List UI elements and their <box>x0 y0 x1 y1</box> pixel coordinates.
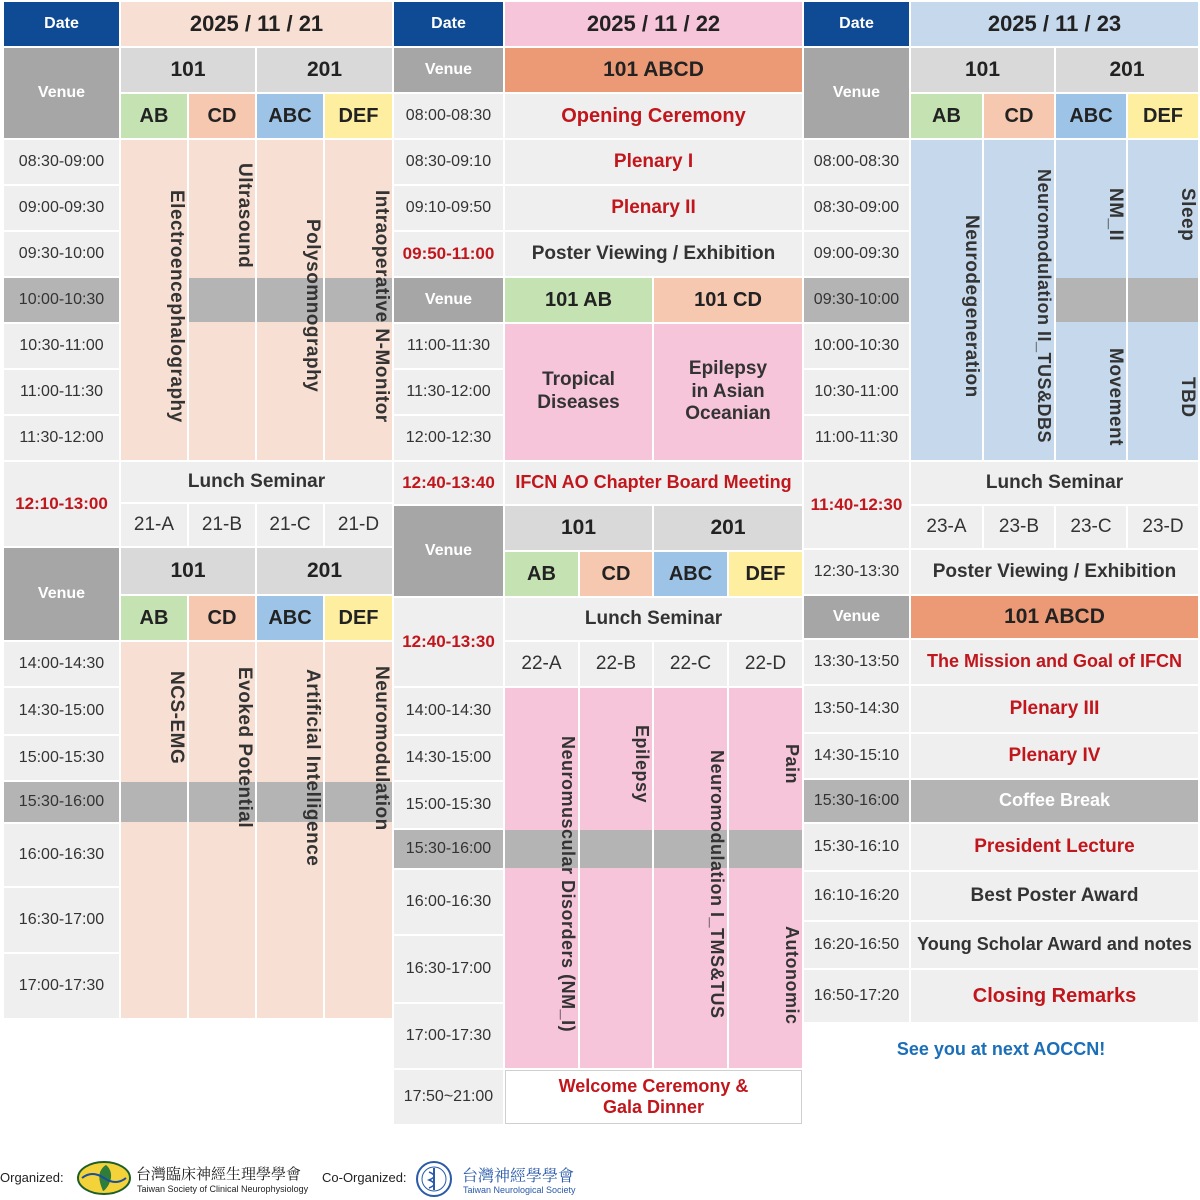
day3-time-pm: 16:10-16:20 <box>804 872 909 920</box>
day3-time-pm: 13:50-14:30 <box>804 686 909 732</box>
day3-room-101: 101 <box>911 48 1054 92</box>
day2-session-autonomic: Autonomic <box>782 925 802 1025</box>
day3-date-label: Date <box>804 2 909 46</box>
day1-session-ai: Artificial Intelligence <box>302 669 323 867</box>
day1-time: 11:30-12:00 <box>4 416 119 460</box>
day1-time: 11:00-11:30 <box>4 370 119 414</box>
day1-time: 10:30-11:00 <box>4 324 119 368</box>
day1-date-label: Date <box>4 2 119 46</box>
org2-en: Taiwan Neurological Society <box>463 1185 576 1195</box>
day3-lunch-seminar: Lunch Seminar <box>911 462 1198 504</box>
day3-venue-label-pm: Venue <box>804 596 909 638</box>
day3-time-pm: 16:20-16:50 <box>804 922 909 968</box>
day1-room-101: 101 <box>121 48 255 92</box>
day3-time: 09:00-09:30 <box>804 232 909 276</box>
tscn-logo-icon <box>76 1160 132 1196</box>
day1-session-ep: Evoked Potential <box>234 667 255 829</box>
day1-venue-label-pm: Venue <box>4 548 119 640</box>
see-you-message: See you at next AOCCN! <box>896 1039 1106 1060</box>
day3-plenary4: Plenary IV <box>911 734 1198 778</box>
day1-session-ncs: NCS-EMG <box>166 671 187 765</box>
day3-session-sleep: Sleep <box>1177 188 1198 242</box>
day3-session-nm2: NM_II <box>1105 188 1126 242</box>
day3-session-neuromod2: Neuromodulation II_TUS&DBS <box>1034 168 1054 443</box>
day1-sec-abc-pm: ABC <box>257 596 323 640</box>
day2-time-pm: 15:30-16:00 <box>394 830 503 868</box>
co-organized-label: Co-Organized: <box>322 1170 407 1185</box>
day2-sec-cd: CD <box>580 552 652 596</box>
day1-time: 10:00-10:30 <box>4 278 119 322</box>
day2-venue-label: Venue <box>394 48 503 92</box>
day3-lunch-time: 11:40-12:30 <box>804 462 909 548</box>
day1-lunch-room: 21-A <box>121 504 187 546</box>
day2-session-pain: Pain <box>782 743 802 784</box>
day2-opening: Opening Ceremony <box>505 94 802 138</box>
day1-session-ultrasound: Ultrasound <box>234 163 255 269</box>
org1-cn: 台灣臨床神經生理學學會 <box>136 1165 302 1183</box>
day2-room-201: 201 <box>654 506 802 550</box>
day1-date: 2025 / 11 / 21 <box>121 2 392 46</box>
day2-session-epilepsy: Epilepsy <box>632 724 652 804</box>
day2-session-neuromod1: Neuromodulation I_TMS&TUS <box>707 749 727 1019</box>
day2-lunch-time: 12:40-13:30 <box>394 598 503 686</box>
day2-tropical: Tropical Diseases <box>505 324 652 460</box>
day2-time-pm: 16:00-16:30 <box>394 870 503 934</box>
day2-time-pm: 16:30-17:00 <box>394 936 503 1002</box>
day1-time-pm: 15:30-16:00 <box>4 782 119 822</box>
day1-room-101-pm: 101 <box>121 548 255 594</box>
day1-session-neuromod: Neuromodulation <box>371 665 392 831</box>
day2-time: 08:00-08:30 <box>394 94 503 138</box>
day3-time-pm: 15:30-16:00 <box>804 780 909 822</box>
day2-time: 09:50-11:00 <box>394 232 503 276</box>
day3-sec-abc: ABC <box>1056 94 1126 138</box>
day3-session-tbd: TBD <box>1177 376 1198 418</box>
day2-time-pm: 17:50~21:00 <box>394 1070 503 1124</box>
day3-lunch-room: 23-C <box>1056 506 1126 548</box>
day3-time: 08:00-08:30 <box>804 140 909 184</box>
org2-cn: 台灣神經學學會 <box>462 1166 575 1185</box>
day2-lunch-room: 22-C <box>654 642 727 686</box>
day3-time-pm: 14:30-15:10 <box>804 734 909 778</box>
day1-time-pm: 14:00-14:30 <box>4 642 119 686</box>
day2-time-mid: 12:00-12:30 <box>394 416 503 460</box>
day1-session-ionm: Intraoperative N-Monitor <box>371 189 392 423</box>
day2-sec-ab: AB <box>505 552 578 596</box>
day1-time-pm: 16:00-16:30 <box>4 824 119 886</box>
day1-time: 09:30-10:00 <box>4 232 119 276</box>
day1-session-eeg: Electroencephalography <box>166 189 187 423</box>
day1-sec-def: DEF <box>325 94 392 138</box>
day3-coffee: Coffee Break <box>911 780 1198 822</box>
day1-sec-cd: CD <box>189 94 255 138</box>
day1-time-pm: 14:30-15:00 <box>4 688 119 734</box>
organized-label: Organized: <box>0 1170 64 1185</box>
day1-time-pm: 16:30-17:00 <box>4 888 119 952</box>
day1-sec-ab-pm: AB <box>121 596 187 640</box>
day2-board-time: 12:40-13:40 <box>394 462 503 504</box>
day2-lunch-room: 22-B <box>580 642 652 686</box>
day1-lunch-time: 12:10-13:00 <box>4 462 119 546</box>
day1-time-pm: 17:00-17:30 <box>4 954 119 1018</box>
day3-time: 10:30-11:00 <box>804 370 909 414</box>
day3-time: 09:30-10:00 <box>804 278 909 322</box>
day2-room-main: 101 ABCD <box>505 48 802 92</box>
day3-time: 10:00-10:30 <box>804 324 909 368</box>
day1-session-psg: Polysomnography <box>302 219 323 393</box>
day2-sec-def: DEF <box>729 552 802 596</box>
org1-en: Taiwan Society of Clinical Neurophysiology <box>137 1184 309 1194</box>
day2-sec-abc: ABC <box>654 552 727 596</box>
day1-lunch-room: 21-C <box>257 504 323 546</box>
day1-sec-abc: ABC <box>257 94 323 138</box>
day2-board: IFCN AO Chapter Board Meeting <box>505 462 802 504</box>
day2-room-101: 101 <box>505 506 652 550</box>
day1-time-pm: 15:00-15:30 <box>4 736 119 780</box>
day3-room-main: 101 ABCD <box>911 596 1198 638</box>
day3-mission: The Mission and Goal of IFCN <box>911 640 1198 684</box>
day3-lunch-room: 23-A <box>911 506 982 548</box>
day1-sec-cd-pm: CD <box>189 596 255 640</box>
day3-closing: Closing Remarks <box>911 970 1198 1022</box>
day2-room-ab: 101 AB <box>505 278 652 322</box>
day3-plenary3: Plenary III <box>911 686 1198 732</box>
day2-session-nm1: Neuromuscular Disorders (NM_I) <box>558 735 578 1033</box>
day1-time: 09:00-09:30 <box>4 186 119 230</box>
day1-sec-def-pm: DEF <box>325 596 392 640</box>
day2-time-pm: 14:00-14:30 <box>394 688 503 734</box>
day3-date: 2025 / 11 / 23 <box>911 2 1198 46</box>
day3-venue-label: Venue <box>804 48 909 138</box>
day3-poster-time: 12:30-13:30 <box>804 550 909 594</box>
day3-poster: Poster Viewing / Exhibition <box>911 550 1198 594</box>
day2-venue-label-pm: Venue <box>394 506 503 596</box>
day2-time: 09:10-09:50 <box>394 186 503 230</box>
day3-young-scholar: Young Scholar Award and notes <box>911 922 1198 968</box>
day2-date: 2025 / 11 / 22 <box>505 2 802 46</box>
day3-room-201: 201 <box>1056 48 1198 92</box>
day1-room-201-pm: 201 <box>257 548 392 594</box>
day2-poster: Poster Viewing / Exhibition <box>505 232 802 276</box>
day3-lunch-room: 23-B <box>984 506 1054 548</box>
day2-time-mid: 11:30-12:00 <box>394 370 503 414</box>
day3-time-pm: 16:50-17:20 <box>804 970 909 1022</box>
day2-time: 08:30-09:10 <box>394 140 503 184</box>
day2-plenary1: Plenary I <box>505 140 802 184</box>
day1-lunch-seminar: Lunch Seminar <box>121 462 392 502</box>
day3-lunch-room: 23-D <box>1128 506 1198 548</box>
day2-time-pm: 17:00-17:30 <box>394 1004 503 1068</box>
day1-sec-ab: AB <box>121 94 187 138</box>
tns-logo-icon <box>414 1160 454 1198</box>
day2-room-cd: 101 CD <box>654 278 802 322</box>
day2-plenary2: Plenary II <box>505 186 802 230</box>
day3-time-pm: 15:30-16:10 <box>804 824 909 870</box>
day1-time: 08:30-09:00 <box>4 140 119 184</box>
day3-sec-ab: AB <box>911 94 982 138</box>
day2-epilepsy-asian: Epilepsy in Asian Oceanian <box>654 324 802 460</box>
day3-time: 11:00-11:30 <box>804 416 909 460</box>
day2-time-pm: 14:30-15:00 <box>394 736 503 780</box>
day3-time-pm: 13:30-13:50 <box>804 640 909 684</box>
day3-sec-def: DEF <box>1128 94 1198 138</box>
day1-room-201: 201 <box>257 48 392 92</box>
day2-venue-label-mid: Venue <box>394 278 503 322</box>
day2-lunch-room: 22-A <box>505 642 578 686</box>
day1-lunch-room: 21-B <box>189 504 255 546</box>
day3-president: President Lecture <box>911 824 1198 870</box>
day2-date-label: Date <box>394 2 503 46</box>
day1-lunch-room: 21-D <box>325 504 392 546</box>
day3-session-neurodegen: Neurodegeneration <box>961 214 982 398</box>
day3-sec-cd: CD <box>984 94 1054 138</box>
day1-venue-label: Venue <box>4 48 119 138</box>
day2-lunch-room: 22-D <box>729 642 802 686</box>
day3-session-movement: Movement <box>1105 348 1126 446</box>
day2-lunch-seminar: Lunch Seminar <box>505 598 802 640</box>
day2-time-pm: 15:00-15:30 <box>394 782 503 828</box>
day2-time-mid: 11:00-11:30 <box>394 324 503 368</box>
day2-gala: Welcome Ceremony & Gala Dinner <box>505 1070 802 1124</box>
day3-time: 08:30-09:00 <box>804 186 909 230</box>
day3-best-poster: Best Poster Award <box>911 872 1198 920</box>
